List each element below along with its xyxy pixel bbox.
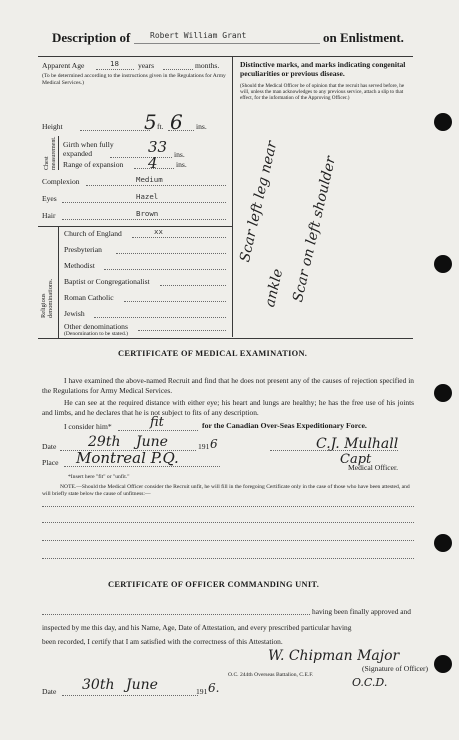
marks-handwritten-3: Scar on left shoulder [290, 154, 340, 304]
chest-range-unit: ins. [176, 160, 187, 169]
religion-other-note: (Denomination to be stated.) [64, 331, 129, 337]
commanding-date-day: 30th [82, 677, 115, 693]
age-note: (To be determined according to the instructions given in the Regulations for Army Medical Services.) [42, 73, 226, 86]
height-in-label: ins. [196, 122, 207, 131]
religion-side-label: Religious denominations. [40, 278, 54, 318]
height-label: Height [42, 122, 63, 131]
chest-side-label: Chest measurement. [44, 136, 57, 170]
punch-hole-middle [434, 384, 452, 402]
medical-date-year-prefix: 191 [198, 442, 210, 451]
commanding-line2: inspected by me this day, and his Name, Age, Date of Attestation, and every prescribed particular having [42, 623, 352, 632]
marks-handwritten-1: Scar left leg near [237, 139, 281, 264]
age-months-label: months. [195, 61, 220, 70]
religion-item-church-of-england: Church of England [64, 229, 122, 238]
punch-hole-top [434, 113, 452, 131]
religion-item-baptist: Baptist or Congregationalist [64, 277, 150, 286]
commanding-sig-label: (Signature of Officer) [362, 664, 429, 673]
medical-consider-value: fit [150, 415, 164, 430]
unfitness-line-2 [42, 522, 414, 523]
height-ft-label: ft. [157, 122, 164, 131]
punch-hole-bottom [434, 655, 452, 673]
medical-date-year-suffix: 6 [210, 437, 218, 451]
medical-para2: He can see at the required distance with either eye; his heart and lungs are healthy; he has the free use of his joints and limbs, and he declares that he is not subject to fits of any description. [42, 398, 414, 417]
unfitness-line-4 [42, 558, 414, 559]
religion-item-other: Other denominations [64, 322, 128, 331]
complexion-label: Complexion [42, 177, 80, 186]
chest-girth-value: 33 [148, 138, 168, 156]
age-years-value: 18 [110, 59, 119, 68]
medical-signature: C.J. Mulhall [316, 436, 399, 452]
religion-item-jewish: Jewish [64, 309, 85, 318]
title-right: on Enlistment. [323, 30, 404, 45]
commanding-line1-end: having been finally approved and [312, 607, 411, 616]
religion-item-methodist: Methodist [64, 261, 95, 270]
medical-consider-left: I consider him* [64, 422, 112, 431]
title-left: Description of [52, 30, 131, 45]
religion-item-presbyterian: Presbyterian [64, 245, 102, 254]
commanding-heading: CERTIFICATE OF OFFICER COMMANDING UNIT. [108, 580, 320, 589]
medical-initials: Capt [340, 452, 372, 467]
medical-place-value: Montreal P.Q. [76, 449, 179, 467]
medical-note: NOTE.—Should the Medical Officer consider the Recruit unfit, he will fill in the foregoing Certificate only in the case of those who have been attested, and will briefly state below the cause of unfitness:— [42, 484, 410, 497]
commanding-date-label: Date [42, 687, 57, 696]
medical-date-label: Date [42, 442, 57, 451]
chest-girth-unit: ins. [174, 150, 185, 159]
unfitness-line-3 [42, 540, 414, 541]
medical-para1: I have examined the above-named Recruit and find that he does not present any of the causes of rejection specified in the Regulations for Army Medical Services. [42, 376, 414, 395]
chest-range-label: Range of expansion [63, 160, 124, 169]
commanding-date-month: June [126, 677, 158, 693]
medical-insert-note: *Insert here "fit" or "unfit." [68, 474, 130, 480]
chest-range-value: 4 [148, 154, 158, 172]
religion-item-roman-catholic: Roman Catholic [64, 293, 114, 302]
complexion-value: Medium [136, 175, 163, 184]
age-label: Apparent Age [42, 61, 85, 70]
hair-label: Hair [42, 211, 56, 220]
marks-note: (Should the Medical Officer be of opinion that the recruit has served before, he will, unless the man acknowledges to any previous service, attach a slip to that effect, for the information of the Approving Officer.) [240, 83, 405, 101]
religion-mark-church-of-england: xx [154, 227, 163, 236]
commanding-date-year-prefix: 191 [196, 687, 208, 696]
marks-heading: Distinctive marks, and marks indicating congenital peculiarities or previous disease. [240, 60, 406, 78]
punch-hole-upper [434, 255, 452, 273]
height-ft-value: 5 [144, 110, 157, 134]
eyes-value: Hazel [136, 192, 159, 201]
commanding-signature: W. Chipman Major [268, 648, 400, 664]
medical-place-label: Place [42, 458, 59, 467]
punch-hole-lower [434, 534, 452, 552]
marks-handwritten-2: ankle [262, 267, 287, 309]
commanding-stamp: O.C. 244th Overseas Battalion, C.E.F. [228, 672, 314, 678]
commanding-date-year-suffix: 6. [208, 681, 220, 695]
medical-heading: CERTIFICATE OF MEDICAL EXAMINATION. [118, 349, 308, 358]
medical-consider-right: for the Canadian Over-Seas Expeditionary Force. [202, 421, 367, 430]
medical-officer-label: Medical Officer. [348, 463, 399, 472]
unfitness-line-1 [42, 506, 414, 507]
medical-date-month: June [136, 434, 168, 450]
age-years-label: years [138, 61, 155, 70]
chest-girth-label: Girth when fully expanded [63, 140, 114, 158]
commanding-rank-note: O.C.D. [352, 676, 388, 689]
hair-value: Brown [136, 209, 159, 218]
height-in-value: 6 [170, 110, 183, 134]
commanding-line3: been recorded, I certify that I am satisfied with the correctness of this Attestation. [42, 637, 283, 646]
medical-date-day: 29th [88, 434, 121, 450]
recruit-name: Robert William Grant [150, 31, 247, 40]
eyes-label: Eyes [42, 194, 57, 203]
